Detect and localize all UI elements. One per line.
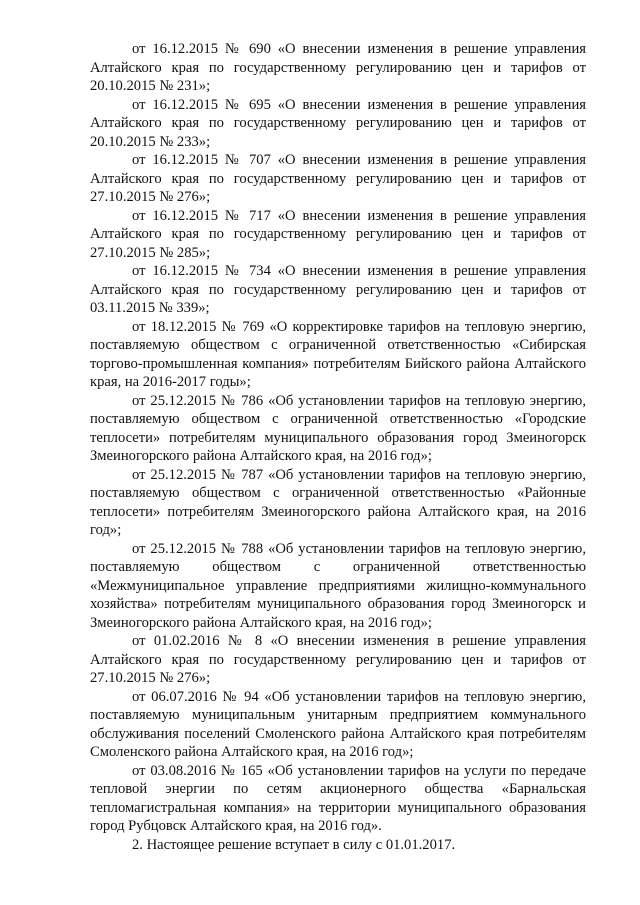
decision-item-8: от 01.02.2016 № 8 «О внесении изменения в решение управления Алтайского края по государственному регулированию цен и тарифов от 27.10.2015 № 276»; (90, 633, 586, 686)
decision-item-788: от 25.12.2015 № 788 «Об установлении тарифов на тепловую энергию, поставляемую обществом с ограниченной ответственностью «Межмуниципальное управление предприятиями жилищно-коммунального хозяйства» потребителям муниципального образования город Змеиногорск и Змеиногорского района Алтайского края, на 2016 год»; (90, 540, 586, 631)
decision-item-94: от 06.07.2016 № 94 «Об установлении тарифов на тепловую энергию, поставляемую муниципальным унитарным предприятием коммунального обслуживания поселений Смоленского района Алтайского края потребителям Смоленского района Алтайского края, на 2016 год»; (90, 688, 586, 760)
decision-item-165: от 03.08.2016 № 165 «Об установлении тарифов на услуги по передаче тепловой энергии по сетям акционерного общества «Барнальская тепломагистральная компания» на территории муниципального образования город Рубцовск Алтайского края, на 2016 год». (90, 762, 586, 834)
document-body (90, 40, 586, 854)
decision-item-734: от 16.12.2015 № 734 «О внесении изменения в решение управления Алтайского края по государственному регулированию цен и тарифов от 03.11.2015 № 339»; (90, 263, 586, 316)
decision-item-786: от 25.12.2015 № 786 «Об установлении тарифов на тепловую энергию, поставляемую обществом с ограниченной ответственностью «Городские теплосети» потребителям муниципального образования город Змеиногорск Змеиногорского района Алтайского края, на 2016 год»; (90, 392, 586, 464)
decision-item-717: от 16.12.2015 № 717 «О внесении изменения в решение управления Алтайского края по государственному регулированию цен и тарифов от 27.10.2015 № 285»; (90, 207, 586, 261)
decision-item-695: от 16.12.2015 № 695 «О внесении изменения в решение управления Алтайского края по государственному регулированию цен и тарифов от 20.10.2015 № 233»; (90, 96, 586, 150)
effective-date-clause: 2. Настоящее решение вступает в силу с 01.01.2017. (132, 836, 456, 853)
decision-item-787: от 25.12.2015 № 787 «Об установлении тарифов на тепловую энергию, поставляемую обществом с ограниченной ответственностью «Районные теплосети» потребителям Змеиногорского района Алтайского края, на 2016 год»; (90, 466, 586, 538)
decision-item-769: от 18.12.2015 № 769 «О корректировке тарифов на тепловую энергию, поставляемую обществом с ограниченной ответственностью «Сибирская торгово-промышленная компания» потребителям Бийского района Алтайского края, на 2016-2017 годы»; (90, 318, 586, 390)
decision-item-707: от 16.12.2015 № 707 «О внесении изменения в решение управления Алтайского края по государственному регулированию цен и тарифов от 27.10.2015 № 276»; (90, 152, 586, 205)
decision-item-690: от 16.12.2015 № 690 «О внесении изменения в решение управления Алтайского края по государственному регулированию цен и тарифов от 20.10.2015 № 231»; (90, 41, 586, 94)
